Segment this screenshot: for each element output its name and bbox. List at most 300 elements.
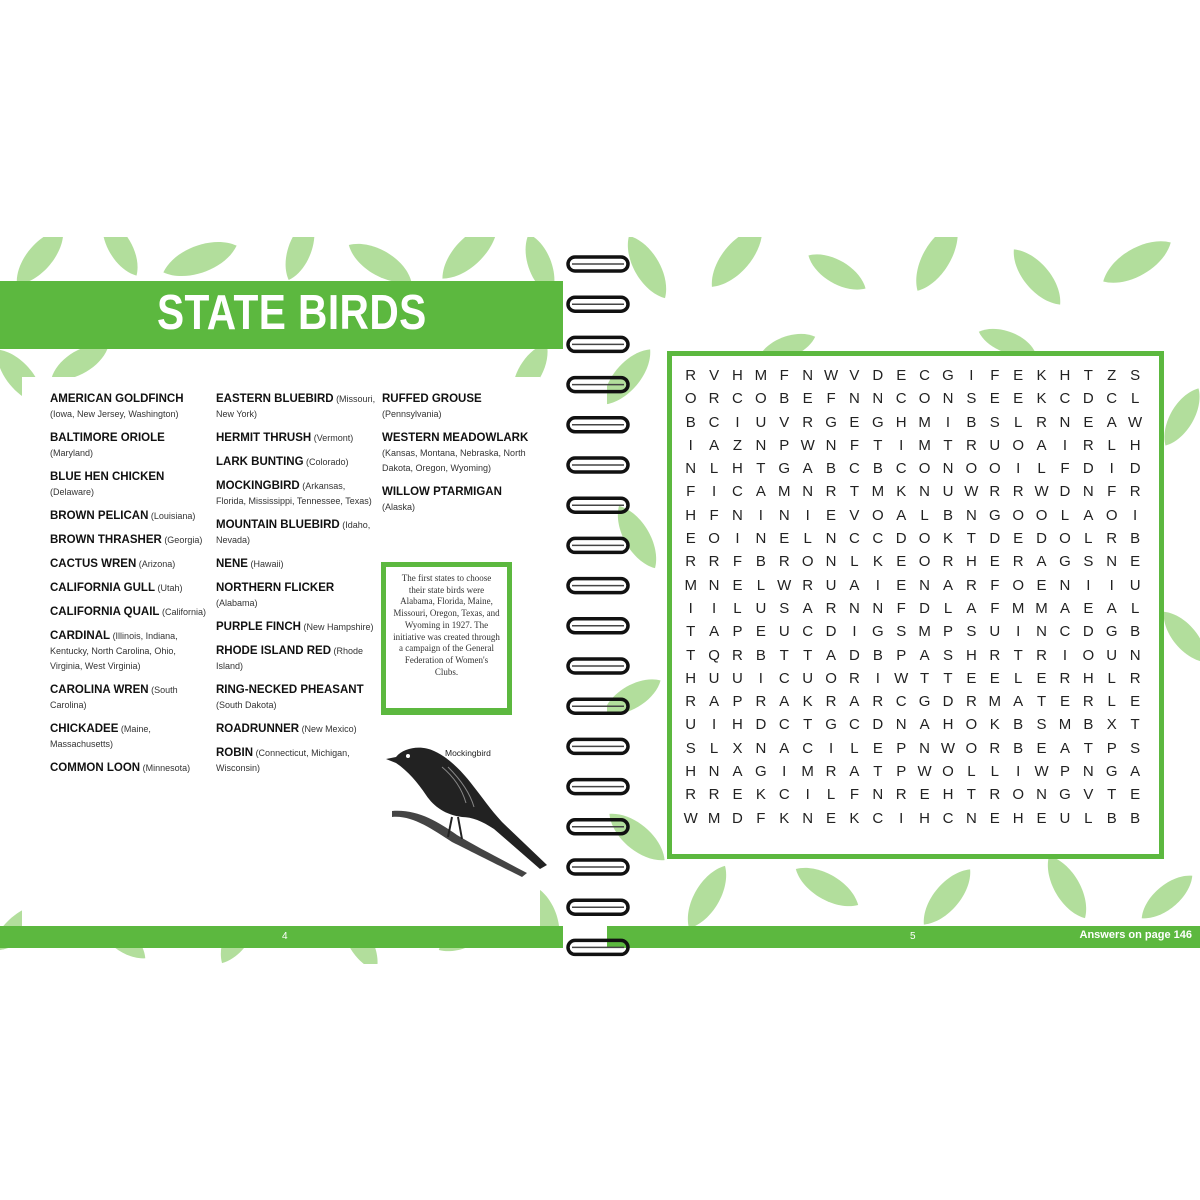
grid-letter[interactable]: B (1130, 809, 1141, 827)
grid-letter[interactable]: P (1059, 763, 1070, 781)
grid-letter[interactable]: R (1082, 693, 1094, 711)
grid-letter[interactable]: F (1107, 483, 1117, 501)
grid-letter[interactable]: U (825, 576, 837, 594)
grid-letter[interactable]: A (849, 693, 860, 711)
grid-letter[interactable]: H (685, 669, 697, 687)
grid-letter[interactable]: I (875, 669, 880, 687)
grid-letter[interactable]: E (1036, 576, 1047, 594)
word-search-grid[interactable] (679, 364, 1147, 830)
grid-letter[interactable]: O (918, 460, 931, 478)
grid-letter[interactable]: U (1059, 809, 1071, 827)
grid-letter[interactable]: E (826, 506, 837, 524)
grid-letter[interactable]: U (1129, 576, 1141, 594)
grid-letter[interactable]: O (918, 390, 931, 408)
grid-letter[interactable]: L (1013, 669, 1023, 687)
grid-letter[interactable]: R (708, 390, 720, 408)
grid-letter[interactable]: P (779, 436, 790, 454)
grid-letter[interactable]: E (1130, 553, 1141, 571)
grid-letter[interactable]: C (778, 716, 790, 734)
grid-letter[interactable]: P (732, 623, 743, 641)
grid-letter[interactable]: L (1084, 809, 1093, 827)
grid-letter[interactable]: M (801, 763, 814, 781)
grid-letter[interactable]: S (896, 623, 907, 641)
grid-letter[interactable]: W (823, 367, 839, 384)
grid-letter[interactable]: W (917, 763, 932, 781)
grid-letter[interactable]: A (779, 693, 790, 711)
grid-letter[interactable]: M (918, 413, 931, 431)
grid-letter[interactable]: W (683, 809, 698, 827)
grid-letter[interactable]: N (708, 576, 720, 594)
grid-letter[interactable]: D (755, 716, 767, 734)
grid-letter[interactable]: A (1106, 599, 1117, 617)
grid-letter[interactable]: E (896, 553, 907, 571)
grid-letter[interactable]: R (1036, 646, 1047, 664)
grid-letter[interactable]: N (919, 739, 931, 757)
grid-letter[interactable]: I (712, 483, 717, 501)
grid-letter[interactable]: Z (732, 436, 743, 454)
grid-letter[interactable]: F (1060, 460, 1070, 478)
grid-letter[interactable]: R (989, 739, 1001, 757)
grid-letter[interactable]: I (712, 716, 717, 734)
grid-letter[interactable]: G (871, 413, 884, 431)
grid-letter[interactable]: B (685, 413, 696, 431)
grid-letter[interactable]: T (1083, 367, 1093, 384)
grid-letter[interactable]: K (779, 809, 790, 827)
grid-letter[interactable]: A (802, 460, 813, 478)
grid-letter[interactable]: N (965, 809, 977, 827)
grid-letter[interactable]: I (1062, 646, 1068, 664)
grid-letter[interactable]: H (942, 786, 954, 804)
grid-letter[interactable]: M (1035, 599, 1048, 617)
grid-letter[interactable]: T (686, 623, 696, 641)
grid-letter[interactable]: R (1036, 413, 1047, 431)
grid-letter[interactable]: N (708, 763, 720, 781)
grid-letter[interactable]: A (709, 693, 720, 711)
grid-letter[interactable]: U (989, 623, 1001, 641)
grid-letter[interactable]: B (1013, 716, 1024, 734)
grid-letter[interactable]: T (803, 646, 813, 664)
grid-letter[interactable]: O (1035, 506, 1048, 524)
grid-letter[interactable]: M (754, 367, 768, 384)
grid-letter[interactable]: R (825, 483, 837, 501)
grid-letter[interactable]: R (1129, 669, 1141, 687)
grid-letter[interactable]: R (1012, 483, 1024, 501)
grid-letter[interactable]: E (872, 739, 883, 757)
grid-letter[interactable]: E (779, 530, 790, 548)
grid-letter[interactable]: H (895, 413, 907, 431)
grid-letter[interactable]: G (918, 693, 931, 711)
grid-letter[interactable]: T (1130, 716, 1140, 734)
grid-letter[interactable]: I (828, 739, 834, 757)
grid-letter[interactable]: V (849, 367, 860, 384)
grid-letter[interactable]: B (872, 646, 883, 664)
grid-letter[interactable]: O (1012, 506, 1024, 524)
grid-letter[interactable]: N (778, 506, 790, 524)
grid-letter[interactable]: U (1106, 646, 1118, 664)
grid-letter[interactable]: G (942, 367, 954, 384)
grid-letter[interactable]: I (1109, 576, 1114, 594)
grid-letter[interactable]: M (918, 623, 931, 641)
grid-letter[interactable]: L (1130, 390, 1140, 408)
grid-letter[interactable]: E (1130, 786, 1141, 804)
grid-letter[interactable]: R (802, 576, 814, 594)
grid-letter[interactable]: B (872, 460, 883, 478)
grid-letter[interactable]: T (966, 786, 976, 804)
grid-letter[interactable]: N (919, 483, 931, 501)
grid-letter[interactable]: C (942, 809, 954, 827)
grid-letter[interactable]: R (872, 693, 884, 711)
grid-letter[interactable]: H (685, 506, 697, 524)
grid-letter[interactable]: T (943, 669, 953, 687)
grid-letter[interactable]: W (1034, 483, 1049, 501)
grid-letter[interactable]: M (1011, 599, 1025, 617)
grid-letter[interactable]: I (805, 506, 810, 524)
grid-letter[interactable]: L (826, 786, 836, 804)
grid-letter[interactable]: B (1013, 739, 1024, 757)
grid-letter[interactable]: E (1083, 413, 1094, 431)
grid-letter[interactable]: W (964, 483, 979, 501)
grid-letter[interactable]: N (1059, 576, 1071, 594)
grid-letter[interactable]: H (732, 716, 743, 734)
grid-letter[interactable]: E (896, 367, 907, 384)
grid-letter[interactable]: G (1105, 623, 1118, 641)
grid-letter[interactable]: C (708, 413, 720, 431)
grid-letter[interactable]: I (899, 809, 904, 827)
grid-letter[interactable]: L (1107, 693, 1116, 711)
grid-letter[interactable]: S (942, 646, 953, 664)
grid-letter[interactable]: X (732, 739, 743, 757)
grid-letter[interactable]: T (873, 763, 883, 781)
grid-letter[interactable]: A (1130, 763, 1141, 781)
grid-letter[interactable]: L (920, 506, 929, 524)
grid-letter[interactable]: A (849, 576, 860, 594)
grid-letter[interactable]: G (825, 716, 837, 734)
grid-letter[interactable]: P (896, 739, 907, 757)
grid-letter[interactable]: T (849, 483, 860, 501)
grid-letter[interactable]: G (755, 763, 767, 781)
grid-letter[interactable]: B (755, 646, 766, 664)
grid-letter[interactable]: U (802, 669, 814, 687)
grid-letter[interactable]: C (895, 390, 907, 408)
grid-letter[interactable]: E (1036, 669, 1047, 687)
grid-letter[interactable]: I (782, 763, 787, 781)
grid-letter[interactable]: I (1062, 436, 1068, 454)
grid-letter[interactable]: I (758, 669, 763, 687)
grid-letter[interactable]: K (1036, 390, 1047, 408)
grid-letter[interactable]: U (708, 669, 720, 687)
grid-letter[interactable]: A (1036, 553, 1047, 571)
grid-letter[interactable]: L (733, 599, 742, 617)
grid-letter[interactable]: E (1036, 739, 1047, 757)
grid-letter[interactable]: P (896, 646, 907, 664)
grid-letter[interactable]: C (802, 623, 814, 641)
grid-letter[interactable]: P (732, 693, 743, 711)
grid-letter[interactable]: R (825, 599, 837, 617)
grid-letter[interactable]: S (685, 739, 696, 757)
grid-letter[interactable]: V (849, 506, 860, 524)
grid-letter[interactable]: E (1059, 693, 1070, 711)
grid-letter[interactable]: B (1130, 623, 1141, 641)
grid-letter[interactable]: T (803, 716, 813, 734)
grid-letter[interactable]: T (920, 669, 930, 687)
grid-letter[interactable]: R (685, 693, 697, 711)
grid-letter[interactable]: D (872, 367, 884, 384)
grid-letter[interactable]: Z (1107, 367, 1117, 384)
grid-letter[interactable]: M (684, 576, 697, 594)
grid-letter[interactable]: D (942, 693, 954, 711)
grid-letter[interactable]: E (802, 390, 813, 408)
grid-letter[interactable]: R (708, 553, 720, 571)
grid-letter[interactable]: N (849, 599, 860, 617)
grid-letter[interactable]: W (1128, 413, 1143, 431)
grid-letter[interactable]: R (708, 786, 720, 804)
grid-letter[interactable]: D (825, 623, 837, 641)
grid-letter[interactable]: K (896, 483, 907, 501)
grid-letter[interactable]: I (1109, 460, 1114, 478)
grid-letter[interactable]: N (802, 483, 814, 501)
grid-letter[interactable]: H (1082, 669, 1094, 687)
grid-letter[interactable]: U (685, 716, 697, 734)
grid-letter[interactable]: E (989, 809, 1000, 827)
grid-letter[interactable]: S (989, 413, 1000, 431)
grid-letter[interactable]: E (849, 413, 860, 431)
grid-letter[interactable]: U (755, 413, 767, 431)
grid-letter[interactable]: U (755, 599, 767, 617)
grid-letter[interactable]: R (965, 436, 977, 454)
grid-letter[interactable]: K (755, 786, 766, 804)
grid-letter[interactable]: N (965, 506, 977, 524)
grid-letter[interactable]: E (732, 576, 743, 594)
grid-letter[interactable]: E (1013, 530, 1024, 548)
grid-letter[interactable]: H (1129, 436, 1141, 454)
grid-letter[interactable]: E (1013, 390, 1024, 408)
grid-letter[interactable]: N (1059, 413, 1071, 431)
grid-letter[interactable]: L (1107, 669, 1116, 687)
grid-letter[interactable]: Q (708, 646, 720, 664)
grid-letter[interactable]: F (756, 809, 766, 827)
grid-letter[interactable]: N (825, 436, 837, 454)
grid-letter[interactable]: L (803, 530, 812, 548)
grid-letter[interactable]: R (965, 693, 977, 711)
grid-letter[interactable]: W (800, 436, 815, 454)
grid-letter[interactable]: F (686, 483, 696, 501)
grid-letter[interactable]: A (779, 739, 790, 757)
grid-letter[interactable]: C (919, 367, 931, 384)
grid-letter[interactable]: V (1083, 786, 1094, 804)
grid-letter[interactable]: L (943, 599, 953, 617)
grid-letter[interactable]: E (1036, 809, 1047, 827)
grid-letter[interactable]: B (755, 553, 766, 571)
grid-letter[interactable]: A (919, 646, 930, 664)
grid-letter[interactable]: P (1106, 739, 1117, 757)
grid-letter[interactable]: D (872, 716, 884, 734)
grid-letter[interactable]: E (1083, 599, 1094, 617)
grid-letter[interactable]: C (849, 530, 860, 548)
grid-letter[interactable]: O (1059, 530, 1071, 548)
grid-letter[interactable]: H (965, 553, 977, 571)
grid-letter[interactable]: C (872, 809, 884, 827)
grid-letter[interactable]: O (755, 390, 767, 408)
grid-letter[interactable]: F (990, 576, 1000, 594)
grid-letter[interactable]: D (1036, 530, 1047, 548)
grid-letter[interactable]: R (989, 646, 1001, 664)
grid-letter[interactable]: N (1129, 646, 1141, 664)
grid-letter[interactable]: F (896, 599, 906, 617)
grid-letter[interactable]: N (872, 599, 884, 617)
grid-letter[interactable]: R (1059, 669, 1071, 687)
grid-letter[interactable]: D (1059, 483, 1071, 501)
grid-letter[interactable]: L (967, 763, 976, 781)
grid-letter[interactable]: D (732, 809, 743, 827)
grid-letter[interactable]: H (732, 460, 743, 478)
grid-letter[interactable]: U (778, 623, 790, 641)
grid-letter[interactable]: M (988, 693, 1002, 711)
grid-letter[interactable]: I (899, 436, 904, 454)
grid-letter[interactable]: O (871, 506, 884, 524)
grid-letter[interactable]: N (825, 553, 837, 571)
grid-letter[interactable]: N (755, 739, 767, 757)
grid-letter[interactable]: L (1107, 436, 1116, 454)
grid-letter[interactable]: E (896, 576, 907, 594)
grid-letter[interactable]: F (709, 506, 719, 524)
grid-letter[interactable]: S (1083, 553, 1094, 571)
grid-letter[interactable]: I (1016, 763, 1021, 781)
grid-letter[interactable]: M (778, 483, 791, 501)
grid-letter[interactable]: O (684, 390, 697, 408)
grid-letter[interactable]: S (779, 599, 790, 617)
grid-letter[interactable]: F (732, 553, 743, 571)
grid-letter[interactable]: I (1133, 506, 1138, 524)
grid-letter[interactable]: C (1059, 390, 1071, 408)
grid-letter[interactable]: H (919, 809, 931, 827)
grid-letter[interactable]: C (732, 483, 743, 501)
grid-letter[interactable]: O (1105, 506, 1118, 524)
grid-letter[interactable]: R (685, 553, 697, 571)
grid-letter[interactable]: B (1130, 530, 1141, 548)
grid-letter[interactable]: I (852, 623, 857, 641)
grid-letter[interactable]: A (919, 716, 930, 734)
grid-letter[interactable]: G (825, 413, 837, 431)
grid-letter[interactable]: H (965, 646, 977, 664)
grid-letter[interactable]: S (966, 390, 977, 408)
grid-letter[interactable]: R (802, 413, 814, 431)
grid-letter[interactable]: I (735, 530, 740, 548)
grid-letter[interactable]: L (850, 739, 859, 757)
grid-letter[interactable]: T (1107, 786, 1117, 804)
grid-letter[interactable]: T (1036, 693, 1047, 711)
grid-letter[interactable]: W (777, 576, 792, 594)
grid-letter[interactable]: G (1059, 786, 1071, 804)
grid-letter[interactable]: B (1083, 716, 1094, 734)
grid-letter[interactable]: B (779, 390, 790, 408)
grid-letter[interactable]: R (849, 669, 860, 687)
grid-letter[interactable]: O (1012, 576, 1024, 594)
grid-letter[interactable]: N (1082, 763, 1094, 781)
grid-letter[interactable]: X (1106, 716, 1117, 734)
grid-letter[interactable]: R (895, 786, 907, 804)
grid-letter[interactable]: U (989, 436, 1001, 454)
grid-letter[interactable]: M (1058, 716, 1072, 734)
grid-letter[interactable]: I (688, 599, 693, 617)
grid-letter[interactable]: A (802, 599, 813, 617)
grid-letter[interactable]: T (779, 646, 789, 664)
grid-letter[interactable]: U (942, 483, 954, 501)
grid-letter[interactable]: M (871, 483, 885, 501)
grid-letter[interactable]: G (1059, 553, 1071, 571)
grid-letter[interactable]: O (965, 716, 978, 734)
grid-letter[interactable]: C (802, 739, 814, 757)
grid-letter[interactable]: O (988, 460, 1001, 478)
grid-letter[interactable]: G (1105, 763, 1118, 781)
grid-letter[interactable]: R (1082, 436, 1094, 454)
grid-letter[interactable]: K (849, 809, 860, 827)
grid-letter[interactable]: F (990, 367, 1000, 384)
grid-letter[interactable]: P (942, 623, 953, 641)
grid-letter[interactable]: G (871, 623, 884, 641)
grid-letter[interactable]: R (778, 553, 790, 571)
grid-letter[interactable]: O (965, 739, 978, 757)
grid-letter[interactable]: T (756, 460, 766, 478)
grid-letter[interactable]: H (685, 763, 697, 781)
grid-letter[interactable]: R (989, 786, 1001, 804)
grid-letter[interactable]: T (966, 530, 976, 548)
grid-letter[interactable]: I (1086, 576, 1091, 594)
grid-letter[interactable]: N (755, 530, 767, 548)
grid-letter[interactable]: F (826, 390, 836, 408)
grid-letter[interactable]: R (755, 693, 767, 711)
grid-letter[interactable]: I (712, 599, 717, 617)
grid-letter[interactable]: W (940, 739, 956, 757)
grid-letter[interactable]: C (732, 390, 743, 408)
grid-letter[interactable]: I (875, 576, 880, 594)
grid-letter[interactable]: S (966, 623, 977, 641)
grid-letter[interactable]: D (895, 530, 907, 548)
grid-letter[interactable]: E (755, 623, 766, 641)
grid-letter[interactable]: R (825, 763, 837, 781)
grid-letter[interactable]: U (732, 669, 743, 687)
grid-letter[interactable]: R (989, 483, 1001, 501)
grid-letter[interactable]: K (989, 716, 1000, 734)
grid-letter[interactable]: A (709, 623, 720, 641)
grid-letter[interactable]: M (707, 809, 721, 827)
grid-letter[interactable]: E (685, 530, 696, 548)
grid-letter[interactable]: L (990, 763, 999, 781)
grid-letter[interactable]: L (850, 553, 859, 571)
grid-letter[interactable]: A (1083, 506, 1094, 524)
grid-letter[interactable]: S (1130, 367, 1141, 384)
grid-letter[interactable]: D (1082, 390, 1094, 408)
grid-letter[interactable]: E (1130, 693, 1141, 711)
grid-letter[interactable]: A (1036, 436, 1047, 454)
grid-letter[interactable]: N (1036, 786, 1047, 804)
grid-letter[interactable]: C (849, 716, 860, 734)
grid-letter[interactable]: O (801, 553, 814, 571)
grid-letter[interactable]: I (1016, 460, 1021, 478)
grid-letter[interactable]: N (755, 436, 767, 454)
grid-letter[interactable]: N (872, 390, 884, 408)
grid-letter[interactable]: A (942, 576, 953, 594)
grid-letter[interactable]: N (942, 460, 954, 478)
grid-letter[interactable]: A (826, 646, 837, 664)
grid-letter[interactable]: L (1037, 460, 1046, 478)
grid-letter[interactable]: L (709, 460, 719, 478)
grid-letter[interactable]: O (942, 763, 954, 781)
grid-letter[interactable]: V (709, 367, 720, 384)
grid-letter[interactable]: A (1106, 413, 1117, 431)
grid-letter[interactable]: E (966, 669, 977, 687)
grid-letter[interactable]: T (1013, 646, 1023, 664)
grid-letter[interactable]: A (849, 763, 860, 781)
